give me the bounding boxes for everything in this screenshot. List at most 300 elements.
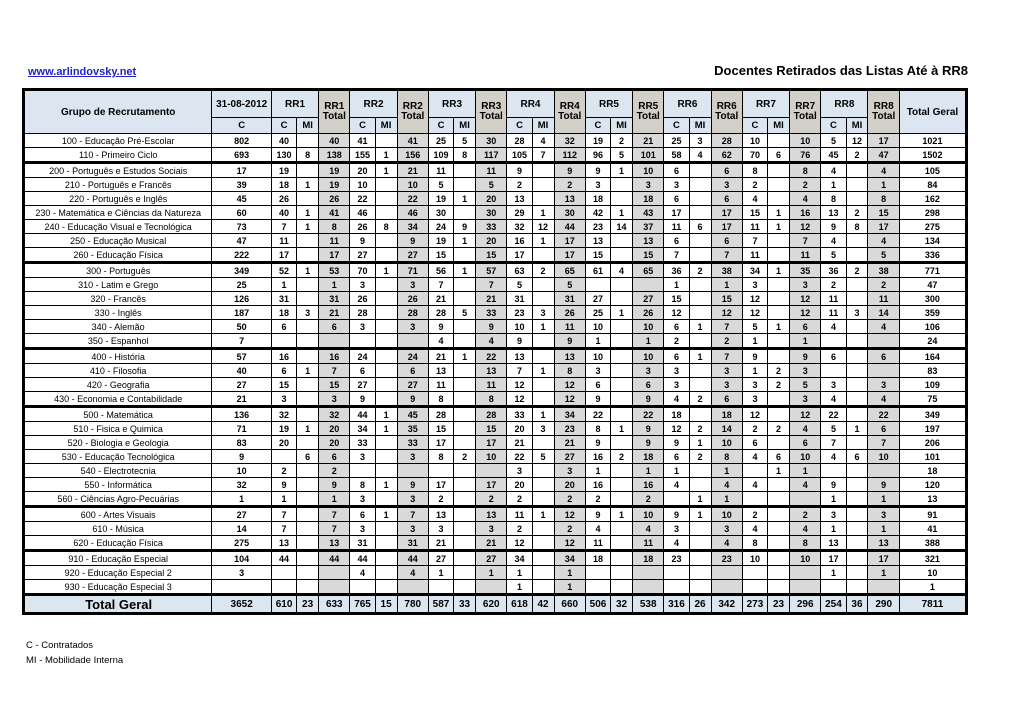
cell-row-total: 105 — [899, 163, 966, 178]
cell-row-total: 336 — [899, 248, 966, 263]
cell: 2 — [768, 364, 790, 378]
cell: 1 — [454, 263, 476, 278]
cell: 155 — [350, 148, 375, 163]
cell: 10 — [742, 134, 767, 148]
cell — [611, 278, 633, 292]
cell-initial-c: 693 — [212, 148, 272, 163]
cell: 17 — [554, 234, 585, 248]
cell: 32 — [507, 220, 532, 234]
cell: 41 — [319, 206, 350, 220]
cell — [689, 334, 711, 349]
cell — [846, 320, 868, 334]
row-label: 210 - Português e Francês — [24, 178, 212, 192]
cell: 506 — [585, 595, 610, 614]
table-row — [24, 378, 967, 392]
cell — [454, 364, 476, 378]
cell-initial-c: 1 — [212, 492, 272, 507]
cell — [868, 334, 899, 349]
cell — [297, 134, 319, 148]
cell: 1 — [711, 492, 742, 507]
cell: 33 — [507, 407, 532, 422]
cell — [611, 349, 633, 364]
cell-row-total: 321 — [899, 551, 966, 566]
col-header-rr5: RR5 — [585, 90, 632, 118]
cell: 316 — [664, 595, 689, 614]
cell-initial-c: 21 — [212, 392, 272, 407]
cell: 2 — [768, 422, 790, 436]
cell: 38 — [868, 263, 899, 278]
cell: 1 — [297, 422, 319, 436]
cell: 3 — [868, 378, 899, 392]
cell — [611, 320, 633, 334]
cell: 19 — [585, 134, 610, 148]
cell: 28 — [397, 306, 428, 320]
cell: 35 — [397, 422, 428, 436]
subheader-mi: MI — [689, 118, 711, 134]
cell: 1 — [507, 580, 532, 595]
cell: 3 — [664, 378, 689, 392]
cell — [375, 278, 397, 292]
cell-row-total: 359 — [899, 306, 966, 320]
cell — [689, 178, 711, 192]
cell: 34 — [554, 551, 585, 566]
cell: 296 — [790, 595, 821, 614]
cell: 3 — [397, 320, 428, 334]
cell: 1 — [821, 492, 846, 507]
subheader-mi: MI — [454, 118, 476, 134]
cell — [375, 364, 397, 378]
cell — [742, 566, 767, 580]
cell: 2 — [689, 422, 711, 436]
cell: 660 — [554, 595, 585, 614]
cell — [454, 522, 476, 536]
cell — [454, 278, 476, 292]
cell-row-total: 41 — [899, 522, 966, 536]
cell: 2 — [476, 492, 507, 507]
cell — [611, 407, 633, 422]
cell: 8 — [454, 148, 476, 163]
cell: 4 — [742, 450, 767, 464]
subheader-c: C — [272, 118, 297, 134]
cell — [768, 234, 790, 248]
cell — [375, 378, 397, 392]
cell: 43 — [633, 206, 664, 220]
cell — [297, 163, 319, 178]
cell: 10 — [397, 178, 428, 192]
table-row — [24, 234, 967, 248]
cell — [768, 306, 790, 320]
cell: 2 — [742, 422, 767, 436]
cell: 1 — [689, 507, 711, 522]
cell — [846, 349, 868, 364]
cell — [454, 334, 476, 349]
cell: 17 — [711, 220, 742, 234]
cell — [611, 334, 633, 349]
cell: 15 — [272, 378, 297, 392]
cell: 5 — [428, 178, 453, 192]
cell — [768, 566, 790, 580]
cell: 1 — [611, 206, 633, 220]
cell — [846, 278, 868, 292]
cell — [532, 464, 554, 478]
cell — [689, 522, 711, 536]
cell: 31 — [272, 292, 297, 306]
table-row — [24, 320, 967, 334]
cell: 6 — [821, 349, 846, 364]
col-header-rr3: RR3 — [428, 90, 475, 118]
cell: 3 — [532, 306, 554, 320]
cell — [689, 234, 711, 248]
col-header-rr6: RR6 — [664, 90, 711, 118]
cell: 33 — [350, 436, 375, 450]
cell-initial-c: 3652 — [212, 595, 272, 614]
cell: 11 — [428, 378, 453, 392]
cell: 23 — [297, 595, 319, 614]
cell — [711, 566, 742, 580]
cell: 1 — [689, 492, 711, 507]
cell — [846, 522, 868, 536]
cell: 26 — [350, 220, 375, 234]
cell: 105 — [507, 148, 532, 163]
cell: 3 — [846, 306, 868, 320]
cell — [768, 163, 790, 178]
cell: 1 — [868, 566, 899, 580]
cell: 4 — [868, 163, 899, 178]
cell: 70 — [742, 148, 767, 163]
cell: 9 — [821, 478, 846, 492]
cell: 14 — [868, 306, 899, 320]
cell: 8 — [790, 536, 821, 551]
cell — [297, 522, 319, 536]
cell — [689, 292, 711, 306]
cell — [689, 464, 711, 478]
cell: 18 — [585, 192, 610, 206]
cell-row-total: 1502 — [899, 148, 966, 163]
cell — [397, 580, 428, 595]
cell: 11 — [319, 234, 350, 248]
cell: 62 — [711, 148, 742, 163]
cell: 11 — [507, 507, 532, 522]
cell: 33 — [397, 436, 428, 450]
cell: 3 — [350, 450, 375, 464]
cell: 1 — [664, 464, 689, 478]
row-label: 520 - Biologia e Geologia — [24, 436, 212, 450]
cell — [375, 580, 397, 595]
cell — [689, 566, 711, 580]
cell: 14 — [711, 422, 742, 436]
cell — [297, 436, 319, 450]
cell: 1 — [297, 178, 319, 192]
cell: 3 — [664, 178, 689, 192]
cell-initial-c: 136 — [212, 407, 272, 422]
cell: 4 — [585, 522, 610, 536]
cell: 24 — [350, 349, 375, 364]
cell: 13 — [821, 536, 846, 551]
cell — [297, 192, 319, 206]
cell: 21 — [554, 436, 585, 450]
cell — [846, 334, 868, 349]
cell — [768, 292, 790, 306]
cell: 15 — [476, 422, 507, 436]
cell: 1 — [375, 422, 397, 436]
cell: 13 — [868, 536, 899, 551]
subheader-mi: MI — [846, 118, 868, 134]
cell: 1 — [768, 464, 790, 478]
cell: 20 — [507, 422, 532, 436]
cell: 2 — [554, 178, 585, 192]
cell — [611, 478, 633, 492]
cell: 342 — [711, 595, 742, 614]
cell: 26 — [397, 292, 428, 306]
cell: 1 — [633, 464, 664, 478]
cell: 13 — [585, 234, 610, 248]
cell — [768, 436, 790, 450]
cell — [297, 349, 319, 364]
cell: 3 — [397, 492, 428, 507]
cell: 4 — [664, 478, 689, 492]
cell — [611, 522, 633, 536]
cell: 10 — [633, 507, 664, 522]
cell — [633, 566, 664, 580]
cell — [375, 334, 397, 349]
cell: 2 — [532, 263, 554, 278]
cell-row-total: 300 — [899, 292, 966, 306]
cell: 31 — [554, 292, 585, 306]
cell: 6 — [711, 163, 742, 178]
cell — [532, 192, 554, 206]
cell-row-total: 109 — [899, 378, 966, 392]
cell: 18 — [272, 306, 297, 320]
cell: 2 — [611, 134, 633, 148]
cell — [585, 566, 610, 580]
cell: 6 — [350, 507, 375, 522]
cell: 2 — [742, 178, 767, 192]
cell: 4 — [428, 334, 453, 349]
cell: 3 — [585, 364, 610, 378]
cell — [375, 292, 397, 306]
cell: 19 — [272, 163, 297, 178]
cell-initial-c: 104 — [212, 551, 272, 566]
cell: 6 — [664, 234, 689, 248]
col-header-rr1: RR1 — [272, 90, 319, 118]
cell: 11 — [428, 163, 453, 178]
cell: 290 — [868, 595, 899, 614]
cell: 6 — [633, 378, 664, 392]
subheader-c: C — [821, 118, 846, 134]
cell: 30 — [476, 134, 507, 148]
cell: 12 — [507, 378, 532, 392]
cell — [846, 566, 868, 580]
cell: 6 — [768, 450, 790, 464]
cell-row-total: 771 — [899, 263, 966, 278]
cell: 1 — [297, 364, 319, 378]
cell — [611, 392, 633, 407]
cell: 5 — [821, 422, 846, 436]
cell: 26 — [633, 306, 664, 320]
cell: 7 — [272, 220, 297, 234]
cell: 44 — [319, 551, 350, 566]
cell: 17 — [428, 436, 453, 450]
cell: 8 — [711, 450, 742, 464]
cell — [790, 580, 821, 595]
cell: 9 — [554, 163, 585, 178]
cell: 11 — [821, 292, 846, 306]
cell: 3 — [397, 522, 428, 536]
cell — [768, 392, 790, 407]
subheader-mi: MI — [611, 118, 633, 134]
cell: 1 — [532, 407, 554, 422]
cell: 11 — [476, 163, 507, 178]
cell: 273 — [742, 595, 767, 614]
table-row — [24, 148, 967, 163]
cell: 27 — [633, 292, 664, 306]
cell — [297, 464, 319, 478]
cell-row-total: 206 — [899, 436, 966, 450]
cell: 34 — [350, 422, 375, 436]
cell: 3 — [633, 178, 664, 192]
cell: 4 — [742, 478, 767, 492]
cell: 1 — [821, 522, 846, 536]
col-header-rr2: RR2 — [350, 90, 397, 118]
cell — [428, 464, 453, 478]
cell: 2 — [633, 492, 664, 507]
cell: 1 — [821, 178, 846, 192]
cell: 13 — [476, 507, 507, 522]
cell: 44 — [397, 551, 428, 566]
cell — [611, 234, 633, 248]
cell: 10 — [790, 450, 821, 464]
cell: 12 — [554, 392, 585, 407]
cell: 11 — [821, 306, 846, 320]
cell — [375, 551, 397, 566]
cell: 3 — [554, 464, 585, 478]
cell: 9 — [585, 507, 610, 522]
cell: 27 — [585, 292, 610, 306]
cell: 10 — [633, 163, 664, 178]
cell — [454, 163, 476, 178]
row-label: 510 - Fisica e Quimica — [24, 422, 212, 436]
col-header-rr3-total: RR3 Total — [476, 90, 507, 134]
cell-initial-c — [212, 580, 272, 595]
table-row — [24, 292, 967, 306]
cell: 1 — [375, 507, 397, 522]
cell: 1 — [868, 492, 899, 507]
cell: 4 — [633, 522, 664, 536]
cell — [454, 407, 476, 422]
cell: 24 — [428, 220, 453, 234]
row-label: 930 - Educação Especial 3 — [24, 580, 212, 595]
cell — [532, 349, 554, 364]
cell: 10 — [711, 507, 742, 522]
cell: 5 — [821, 248, 846, 263]
cell: 15 — [633, 248, 664, 263]
table-row — [24, 551, 967, 566]
cell: 21 — [507, 436, 532, 450]
row-label: 530 - Educação Tecnológica — [24, 450, 212, 464]
cell — [689, 278, 711, 292]
cell — [454, 392, 476, 407]
cell: 1 — [768, 220, 790, 234]
cell: 19 — [428, 234, 453, 248]
cell — [611, 551, 633, 566]
cell-initial-c: 187 — [212, 306, 272, 320]
row-label: 260 - Educação Física — [24, 248, 212, 263]
cell — [375, 234, 397, 248]
row-label: 110 - Primeiro Ciclo — [24, 148, 212, 163]
row-label: 420 - Geografia — [24, 378, 212, 392]
cell — [768, 522, 790, 536]
cell: 20 — [507, 478, 532, 492]
cell — [319, 580, 350, 595]
cell: 3 — [711, 178, 742, 192]
cell: 3 — [350, 320, 375, 334]
cell — [397, 464, 428, 478]
cell: 9 — [350, 234, 375, 248]
cell: 1 — [790, 334, 821, 349]
cell: 6 — [664, 349, 689, 364]
cell: 8 — [476, 392, 507, 407]
cell — [611, 364, 633, 378]
cell: 1 — [375, 148, 397, 163]
cell — [689, 364, 711, 378]
cell-initial-c: 802 — [212, 134, 272, 148]
subheader-mi: MI — [375, 118, 397, 134]
cell: 3 — [350, 492, 375, 507]
cell: 26 — [689, 595, 711, 614]
cell: 16 — [272, 349, 297, 364]
cell: 20 — [319, 436, 350, 450]
cell: 117 — [476, 148, 507, 163]
cell: 11 — [633, 536, 664, 551]
cell-row-total: 120 — [899, 478, 966, 492]
cell: 156 — [397, 148, 428, 163]
cell: 47 — [868, 148, 899, 163]
cell: 17 — [507, 248, 532, 263]
cell: 1 — [297, 263, 319, 278]
cell: 71 — [397, 263, 428, 278]
cell: 3 — [532, 422, 554, 436]
cell: 11 — [476, 378, 507, 392]
cell — [532, 436, 554, 450]
table-row — [24, 522, 967, 536]
cell: 34 — [507, 551, 532, 566]
cell — [821, 464, 846, 478]
cell: 1 — [375, 163, 397, 178]
cell — [633, 278, 664, 292]
cell: 2 — [689, 450, 711, 464]
cell-initial-c: 73 — [212, 220, 272, 234]
cell: 15 — [375, 595, 397, 614]
cell: 2 — [689, 392, 711, 407]
row-label: 920 - Educação Especial 2 — [24, 566, 212, 580]
cell: 52 — [272, 263, 297, 278]
cell: 22 — [821, 407, 846, 422]
cell-row-total: 106 — [899, 320, 966, 334]
cell: 13 — [633, 234, 664, 248]
cell: 5 — [554, 278, 585, 292]
row-label: 230 - Matemática e Ciências da Natureza — [24, 206, 212, 220]
table-row — [24, 492, 967, 507]
cell-row-total: 75 — [899, 392, 966, 407]
col-header-rr8-total: RR8 Total — [868, 90, 899, 134]
subheader-c: C — [212, 118, 272, 134]
cell: 22 — [633, 407, 664, 422]
cell: 6 — [397, 364, 428, 378]
cell: 9 — [476, 320, 507, 334]
cell: 1 — [428, 566, 453, 580]
cell-row-total: 83 — [899, 364, 966, 378]
site-link[interactable]: www.arlindovsky.net — [28, 66, 137, 78]
